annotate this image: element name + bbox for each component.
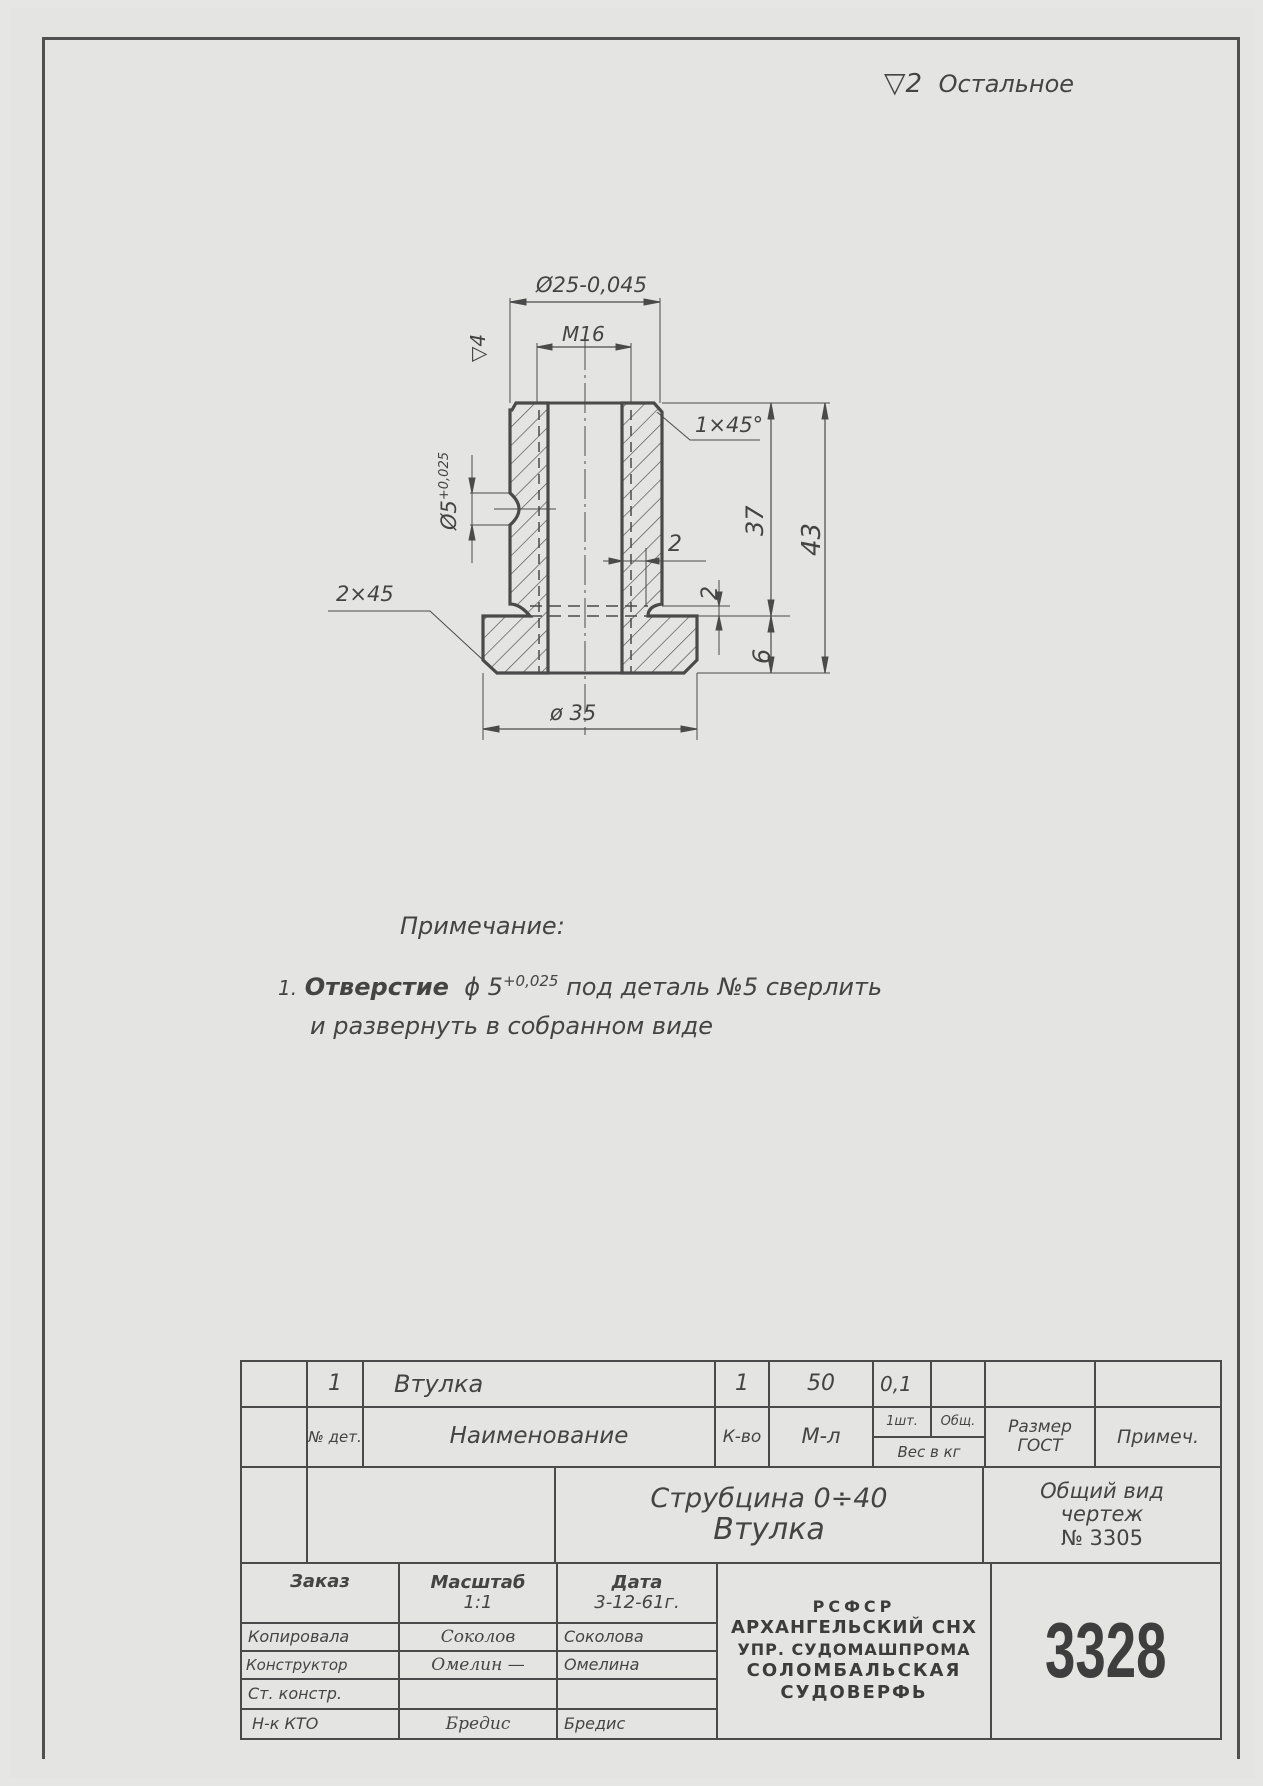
dim-thread: M16 bbox=[562, 322, 605, 346]
note-line-1: 1. Отверстие ϕ $5^{+0,025}$ под деталь №5 сверлить bbox=[278, 972, 883, 1001]
tb-sig-role-4: Н-к КТО bbox=[240, 1708, 400, 1740]
tb-sig-name-3 bbox=[556, 1678, 718, 1710]
tb-blank-4 bbox=[306, 1466, 556, 1564]
tb-sig-role-3: Ст. констр. bbox=[240, 1678, 400, 1710]
note-item-1 bbox=[278, 962, 882, 1045]
tb-remarks bbox=[1094, 1360, 1222, 1408]
tb-drawing-number: 3328 bbox=[990, 1562, 1222, 1740]
tb-part-number: 1 bbox=[306, 1360, 364, 1408]
tb-size-gost bbox=[984, 1360, 1096, 1408]
dim-shaft-length: 37 bbox=[741, 505, 769, 536]
tb-hdr-remarks: Примеч. bbox=[1094, 1406, 1222, 1468]
dim-surface-finish-side: ▽4 bbox=[466, 333, 490, 362]
tb-blank-1 bbox=[240, 1360, 308, 1408]
tb-product bbox=[554, 1466, 984, 1564]
tb-general-view: Общий вид чертеж № 3305 bbox=[982, 1466, 1222, 1564]
tb-hdr-number: № дет. bbox=[306, 1406, 364, 1468]
tb-sig-signature-2: Омелин — bbox=[398, 1650, 558, 1680]
dim-outer-diameter: Ø25-0,045 bbox=[536, 273, 647, 297]
tb-qty: 1 bbox=[714, 1360, 770, 1408]
note-line-2: и развернуть в собранном виде bbox=[310, 1012, 714, 1040]
tb-weight-unit: 0,1 bbox=[872, 1360, 932, 1408]
tb-date: Дата 3-12-61г. bbox=[556, 1562, 718, 1624]
tb-sig-name-4: Бредис bbox=[556, 1708, 718, 1740]
tb-order: Заказ bbox=[240, 1562, 400, 1624]
tb-hdr-material: М-л bbox=[768, 1406, 874, 1468]
tb-hdr-weight-label: Вес в кг bbox=[872, 1436, 986, 1468]
tb-sig-role-1: Копировала bbox=[240, 1622, 400, 1652]
surface-finish-note: ▽2 Остальное bbox=[884, 66, 1075, 99]
tb-scale: Масштаб 1:1 bbox=[398, 1562, 558, 1624]
tb-weight-total bbox=[930, 1360, 986, 1408]
dim-flange-diameter: ø 35 bbox=[550, 701, 597, 725]
tb-hdr-weight-total: Общ. bbox=[930, 1406, 986, 1438]
tb-product-line1: Струбцина 0÷40 bbox=[650, 1482, 888, 1514]
tb-hdr-weight-unit: 1шт. bbox=[872, 1406, 932, 1438]
tb-sig-name-2: Омелина bbox=[556, 1650, 718, 1680]
tb-hdr-size-gost: Размер ГОСТ bbox=[984, 1406, 1096, 1468]
tb-sig-signature-1: Соколов bbox=[398, 1622, 558, 1652]
tb-sig-name-1: Соколова bbox=[556, 1622, 718, 1652]
dim-groove-depth: 2 bbox=[698, 586, 723, 600]
dim-total-length: 43 bbox=[797, 522, 827, 556]
dim-top-chamfer: 1×45° bbox=[695, 413, 764, 437]
dim-groove-width: 2 bbox=[668, 532, 682, 557]
tb-sig-role-2: Конструктор bbox=[240, 1650, 400, 1680]
tb-sig-signature-4: Бредис bbox=[398, 1708, 558, 1740]
tb-blank-2 bbox=[240, 1406, 308, 1468]
tb-blank-3 bbox=[240, 1466, 308, 1564]
dim-hole-diameter: $Ø5^{+0,025}$ bbox=[437, 452, 461, 530]
triangle-icon: ▽ bbox=[884, 66, 906, 99]
tb-hdr-name: Наименование bbox=[362, 1406, 716, 1468]
notes-heading: Примечание: bbox=[400, 912, 565, 940]
tb-organization: РСФСР АРХАНГЕЛЬСКИЙ СНХ УПР. СУДОМАШПРОМА СОЛОМБАЛЬСКАЯ СУДОВЕРФЬ bbox=[716, 1562, 992, 1740]
tb-material: 50 bbox=[768, 1360, 874, 1408]
tb-hdr-qty: К-во bbox=[714, 1406, 770, 1468]
tb-product-line2: Втулка bbox=[713, 1512, 825, 1548]
dim-flange-chamfer: 2×45 bbox=[336, 582, 394, 606]
tb-part-name: Втулка bbox=[362, 1360, 716, 1408]
dim-flange-height: 6 bbox=[748, 648, 776, 664]
tb-sig-signature-3 bbox=[398, 1678, 558, 1710]
